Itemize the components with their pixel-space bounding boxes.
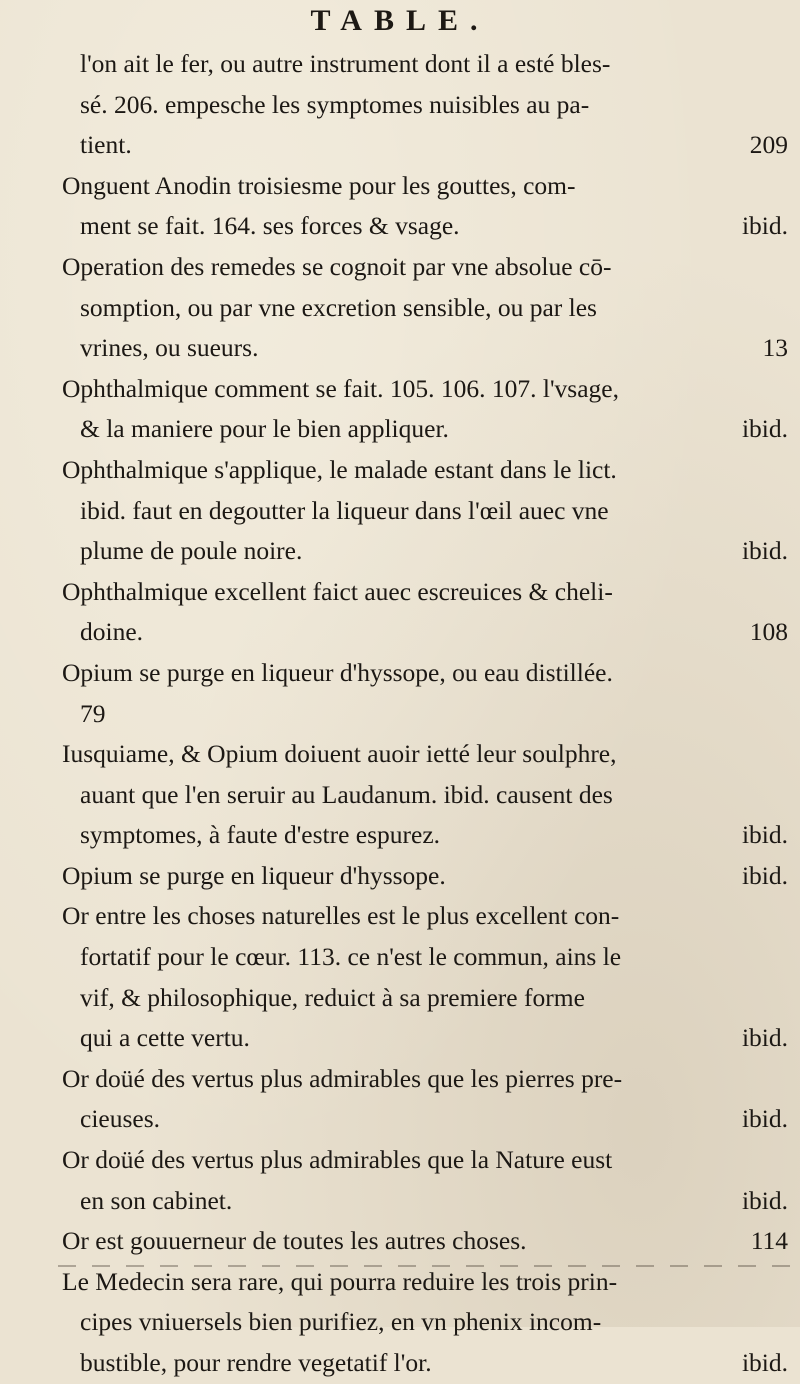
index-entry-continuation	[62, 85, 788, 126]
entry-text: symptomes, à faute d'estre espurez.	[80, 820, 441, 850]
page-reference: ibid.	[741, 211, 788, 241]
page-reference: ibid.	[741, 1185, 788, 1215]
page-reference: 13	[762, 333, 788, 363]
entry-text: ibid. faut en degoutter la liqueur dans l'œil auec vne	[80, 495, 609, 525]
index-entry	[62, 1221, 788, 1262]
page-reference: ibid.	[741, 414, 788, 444]
index-entries	[62, 44, 788, 1384]
entry-text: Ophthalmique excellent faict auec escreuices & cheli-	[62, 576, 613, 606]
page-reference: ibid.	[741, 860, 788, 890]
index-entry-continuation	[62, 44, 788, 85]
entry-text: Iusquiame, & Opium doiuent auoir ietté leur soulphre,	[62, 739, 617, 769]
page-reference: 209	[749, 130, 788, 160]
entry-text: Le Medecin sera rare, qui pourra reduire les trois prin-	[62, 1266, 618, 1296]
entry-text: Ophthalmique comment se fait. 105. 106. 107. l'vsage,	[62, 373, 619, 403]
entry-text: somption, ou par vne excretion sensible, ou par les	[80, 292, 597, 322]
index-entry-continuation	[62, 125, 788, 166]
entry-text: Or doüé des vertus plus admirables que les pierres pre-	[62, 1063, 623, 1093]
index-entry-continuation	[62, 1099, 788, 1140]
index-entry-continuation	[62, 612, 788, 653]
index-entry-continuation	[62, 491, 788, 532]
entry-text: & la maniere pour le bien appliquer.	[80, 414, 449, 444]
page-reference: 108	[749, 617, 788, 647]
index-entry-continuation	[62, 978, 788, 1019]
entry-text: ment se fait. 164. ses forces & vsage.	[80, 211, 460, 241]
index-entry	[62, 1262, 788, 1303]
page-reference: ibid.	[741, 536, 788, 566]
index-entry-continuation	[62, 937, 788, 978]
index-entry	[62, 450, 788, 491]
page-bottom-mark	[58, 1265, 798, 1267]
entry-text: Onguent Anodin troisiesme pour les gouttes, com-	[62, 170, 576, 200]
entry-text: fortatif pour le cœur. 113. ce n'est le commun, ains le	[80, 942, 622, 972]
entry-text: vrines, ou sueurs.	[80, 333, 259, 363]
index-entry-continuation	[62, 409, 788, 450]
index-entry	[62, 1059, 788, 1100]
index-entry-continuation	[62, 815, 788, 856]
index-entry-continuation	[62, 1181, 788, 1222]
index-entry	[62, 369, 788, 410]
index-entry	[62, 572, 788, 613]
entry-text: cieuses.	[80, 1104, 161, 1134]
entry-text: en son cabinet.	[80, 1185, 233, 1215]
index-entry	[62, 734, 788, 775]
entry-text: vif, & philosophique, reduict à sa premiere forme	[80, 982, 585, 1012]
index-entry	[62, 653, 788, 694]
index-entry	[62, 166, 788, 207]
entry-text: bustible, pour rendre vegetatif l'or.	[80, 1348, 432, 1377]
entry-text: 79	[80, 698, 106, 728]
entry-text: doine.	[80, 617, 144, 647]
index-entry	[62, 1140, 788, 1181]
index-entry-continuation	[62, 1343, 788, 1384]
index-entry-continuation	[62, 206, 788, 247]
entry-text: qui a cette vertu.	[80, 1023, 250, 1053]
entry-text: Or entre les choses naturelles est le plus excellent con-	[62, 901, 620, 931]
page-reference: ibid.	[741, 1104, 788, 1134]
index-entry-continuation	[62, 775, 788, 816]
entry-text: plume de poule noire.	[80, 536, 303, 566]
entry-text: l'on ait le fer, ou autre instrument dont il a esté bles-	[80, 49, 611, 78]
entry-text: Operation des remedes se cognoit par vne absolue cō-	[62, 251, 612, 281]
entry-text: Ophthalmique s'applique, le malade estant dans le lict.	[62, 454, 617, 484]
index-entry	[62, 247, 788, 288]
entry-text: Opium se purge en liqueur d'hyssope, ou eau distillée.	[62, 657, 613, 687]
index-entry-continuation	[62, 1302, 788, 1343]
index-entry-continuation	[62, 288, 788, 329]
entry-text: Or est gouuerneur de toutes les autres choses.	[62, 1226, 527, 1256]
entry-text: Opium se purge en liqueur d'hyssope.	[62, 860, 446, 890]
running-head: TABLE.	[310, 4, 490, 37]
page-reference: ibid.	[741, 1023, 788, 1053]
entry-text: sé. 206. empesche les symptomes nuisibles au pa-	[80, 89, 590, 119]
entry-text: auant que l'en seruir au Laudanum. ibid. causent des	[80, 779, 613, 809]
index-entry-continuation	[62, 1018, 788, 1059]
index-entry-continuation	[62, 694, 788, 735]
entry-text: cipes vniuersels bien purifiez, en vn phenix incom-	[80, 1307, 602, 1337]
index-entry	[62, 856, 788, 897]
entry-text: Or doüé des vertus plus admirables que la Nature eust	[62, 1145, 613, 1175]
index-entry-continuation	[62, 328, 788, 369]
page-reference: ibid.	[741, 820, 788, 850]
index-entry-continuation	[62, 531, 788, 572]
page-reference: 114	[750, 1226, 788, 1256]
entry-text: tient.	[80, 130, 132, 160]
page-reference: ibid.	[741, 1348, 788, 1377]
index-entry	[62, 896, 788, 937]
